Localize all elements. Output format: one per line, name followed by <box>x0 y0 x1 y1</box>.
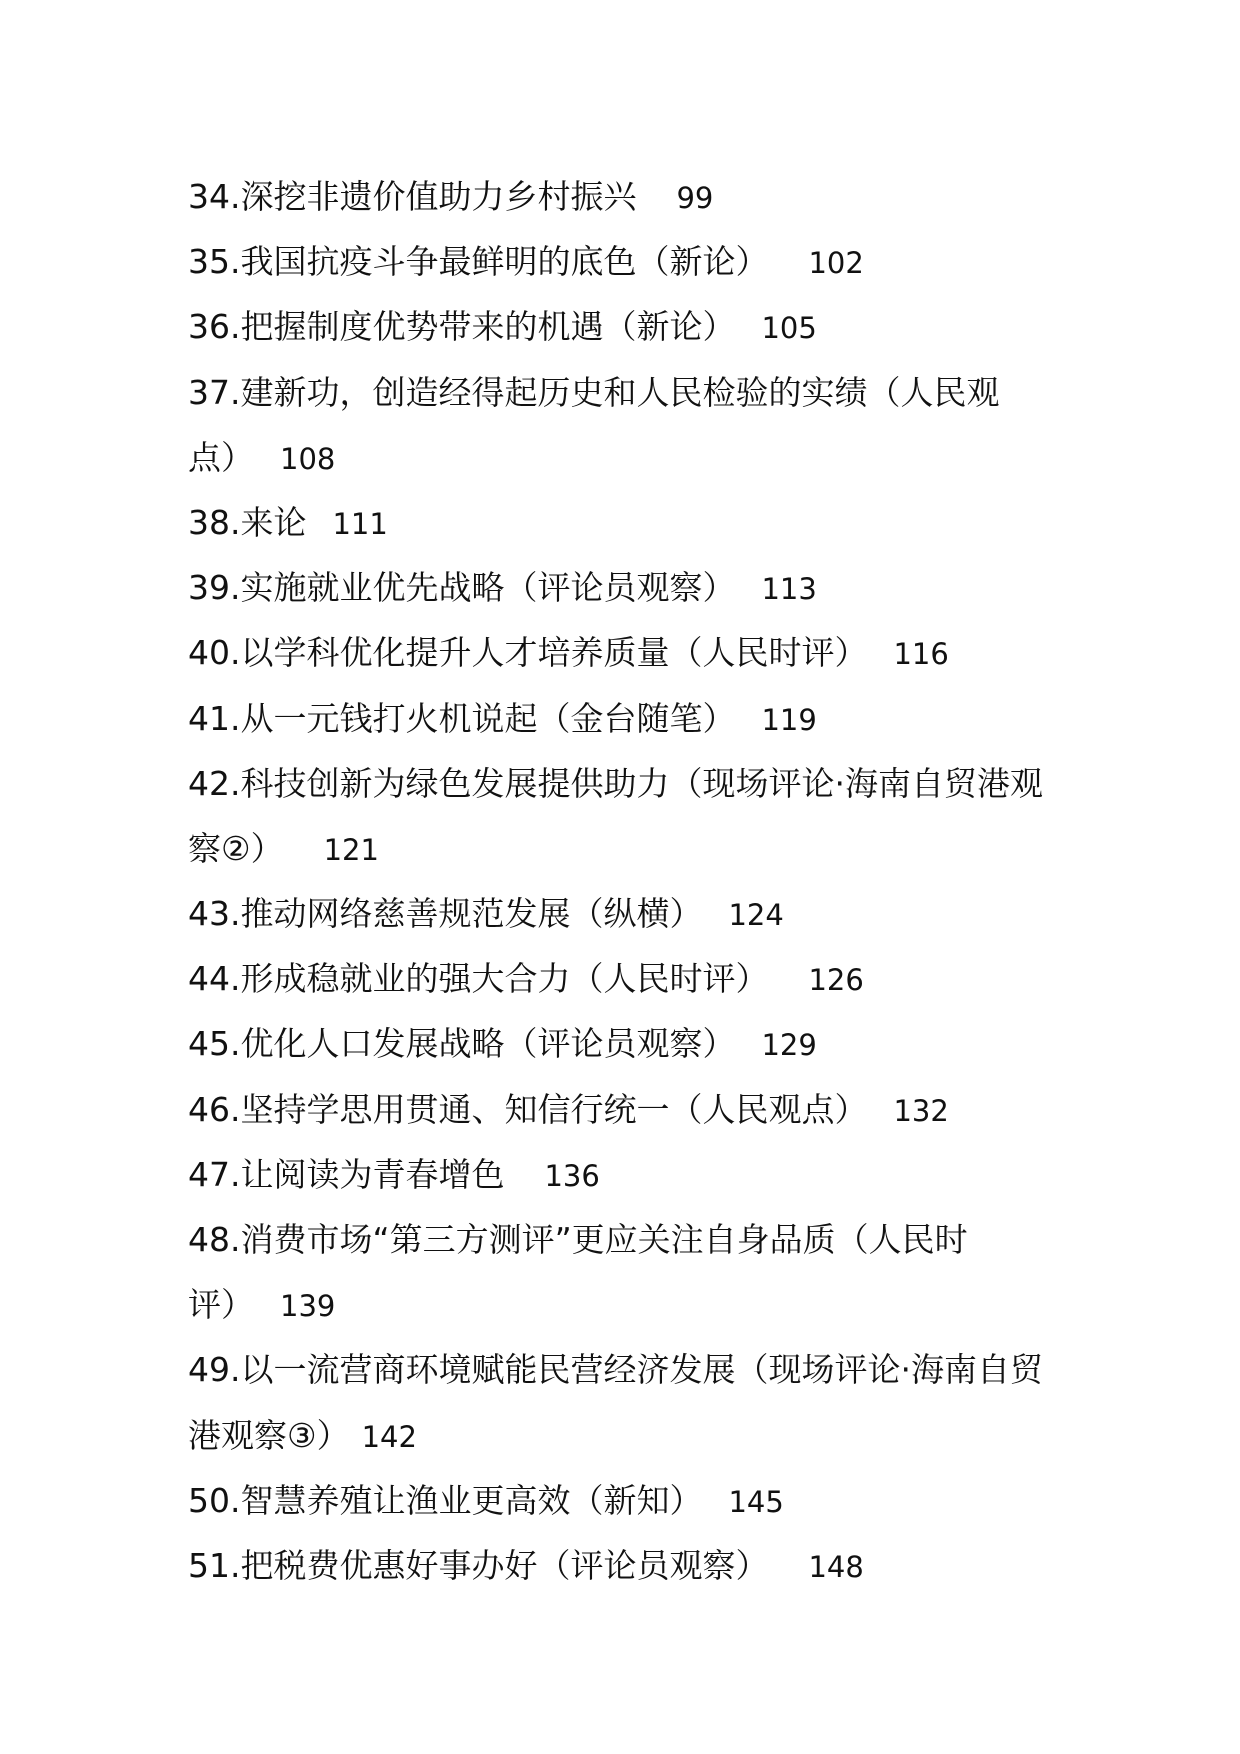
toc-entry-title: 37.建新功，创造经得起历史和人民检验的实绩（人民观 <box>188 372 1000 412</box>
toc-entry-title: 46.坚持学思用贯通、知信行统一（人民观点） <box>188 1089 868 1129</box>
toc-entry-title: 50.智慧养殖让渔业更高效（新知） <box>188 1480 703 1520</box>
toc-page-number: 113 <box>761 572 817 607</box>
toc-page-number: 145 <box>728 1484 784 1519</box>
toc-entry-44[interactable] <box>188 946 1058 1011</box>
toc-entry-title: 34.深挖非遗价值助力乡村振兴 <box>188 177 637 216</box>
toc-entry-title: 48.消费市场“第三方测评”更应关注自身品质（人民时 <box>188 1220 968 1259</box>
toc-page-number: 102 <box>808 246 864 281</box>
toc-page-number: 99 <box>676 181 714 215</box>
toc-page-number: 129 <box>761 1028 817 1063</box>
toc-page-number: 136 <box>544 1158 600 1193</box>
toc-entry-48-continued[interactable] <box>188 1272 1058 1337</box>
toc-entry-title: 35.我国抗疫斗争最鲜明的底色（新论） <box>188 242 769 282</box>
toc-page-number: 139 <box>280 1289 336 1324</box>
toc-page-number: 111 <box>332 506 388 541</box>
toc-entry-47[interactable] <box>188 1142 1058 1207</box>
toc-entry-34[interactable] <box>188 164 1058 229</box>
toc-entry-49[interactable] <box>188 1337 1058 1402</box>
toc-entry-title: 43.推动网络慈善规范发展（纵横） <box>188 894 703 934</box>
toc-page-number: 142 <box>361 1419 417 1454</box>
toc-entry-title: 47.让阅读为青春增色 <box>188 1154 505 1194</box>
toc-entry-41[interactable] <box>188 686 1058 751</box>
toc-entry-35[interactable] <box>188 229 1058 294</box>
toc-page-number: 116 <box>893 637 949 672</box>
toc-entry-title: 51.把税费优惠好事办好（评论员观察） <box>188 1545 769 1585</box>
toc-entry-42-continued[interactable] <box>188 816 1058 881</box>
toc-entry-38[interactable] <box>188 490 1058 555</box>
toc-page-number: 121 <box>323 832 379 867</box>
toc-entry-title: 38.来论 <box>188 502 307 542</box>
toc-entry-36[interactable] <box>188 294 1058 359</box>
toc-entry-51[interactable] <box>188 1533 1058 1598</box>
toc-page-number: 119 <box>761 702 817 737</box>
toc-entry-title: 察②） <box>188 828 284 868</box>
toc-entry-title: 40.以学科优化提升人才培养质量（人民时评） <box>188 633 868 673</box>
toc-page-number: 108 <box>280 441 336 476</box>
toc-entry-50[interactable] <box>188 1468 1058 1533</box>
toc-entry-39[interactable] <box>188 555 1058 620</box>
toc-page-number: 124 <box>728 898 784 933</box>
toc-entry-40[interactable] <box>188 620 1058 685</box>
toc-entry-37-continued[interactable] <box>188 425 1058 490</box>
toc-entry-title: 44.形成稳就业的强大合力（人民时评） <box>188 959 769 999</box>
toc-entry-48[interactable] <box>188 1207 1058 1272</box>
toc-page-number: 148 <box>808 1549 864 1584</box>
toc-entry-43[interactable] <box>188 881 1058 946</box>
toc-entry-title: 36.把握制度优势带来的机遇（新论） <box>188 307 736 347</box>
toc-entry-title: 评） <box>188 1285 254 1325</box>
toc-entry-title: 39.实施就业优先战略（评论员观察） <box>188 568 736 608</box>
toc-entry-title: 点） <box>188 437 254 477</box>
toc-page-number: 126 <box>808 963 864 998</box>
toc-entry-45[interactable] <box>188 1011 1058 1076</box>
toc-entry-37[interactable] <box>188 360 1058 425</box>
toc-entry-title: 49.以一流营商环境赋能民营经济发展（现场评论·海南自贸 <box>188 1350 1043 1390</box>
toc-page-number: 105 <box>761 311 817 346</box>
toc-entry-title: 45.优化人口发展战略（评论员观察） <box>188 1024 736 1064</box>
toc-entry-title: 港观察③） <box>188 1415 350 1455</box>
toc-page-number: 132 <box>893 1093 949 1128</box>
toc-entry-42[interactable] <box>188 751 1058 816</box>
toc-entry-title: 42.科技创新为绿色发展提供助力（现场评论·海南自贸港观 <box>188 763 1043 803</box>
toc-entry-49-continued[interactable] <box>188 1403 1058 1468</box>
toc-entry-title: 41.从一元钱打火机说起（金台随笔） <box>188 698 736 738</box>
table-of-contents <box>188 164 1058 1598</box>
toc-entry-46[interactable] <box>188 1077 1058 1142</box>
